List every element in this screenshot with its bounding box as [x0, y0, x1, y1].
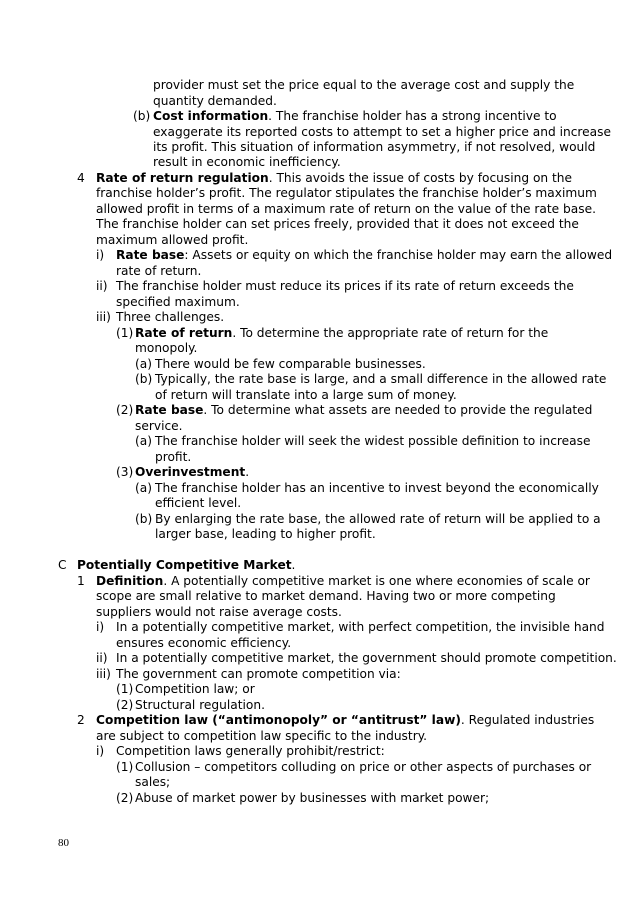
text-line: are subject to competition law specific to the industry. [96, 729, 428, 743]
text: . To determine what assets are needed to provide the regulated [203, 403, 593, 417]
list-marker: 2 [77, 713, 85, 727]
text-line: maximum allowed profit. [96, 233, 249, 247]
text-line: Competition law; or [135, 682, 255, 696]
text-line: result in economic inefficiency. [153, 155, 341, 169]
text-line: exaggerate its reported costs to attempt to set a higher price and increase [153, 125, 611, 139]
text-line: scope are small relative to market demand. Having two or more competing [96, 589, 556, 603]
text-line: Competition laws generally prohibit/restrict: [116, 744, 385, 758]
term: Competition law (“antimonopoly” or “antitrust” law) [96, 713, 461, 727]
list-item-overinvestment [135, 465, 249, 480]
text-line: efficient level. [155, 496, 242, 510]
text-line: Typically, the rate base is large, and a small difference in the allowed rate [155, 372, 607, 386]
text-line: Collusion – competitors colluding on price or other aspects of purchases or [135, 760, 592, 774]
text-line: rate of return. [116, 264, 202, 278]
text-line: The government can promote competition via: [116, 667, 401, 681]
text-line: sales; [135, 775, 171, 789]
text-line: Structural regulation. [135, 698, 265, 712]
list-marker: (2) [116, 791, 134, 805]
page-number: 80 [58, 837, 69, 849]
list-item-rate-base [116, 248, 612, 263]
text-line: The franchise holder can set prices freely, provided that it does not exceed the [96, 217, 579, 231]
text: . This avoids the issue of costs by focusing on the [268, 171, 573, 185]
text-line: There would be few comparable businesses. [155, 357, 426, 371]
list-marker: (3) [116, 465, 134, 479]
section-rate-of-return-regulation [96, 171, 572, 186]
term: Potentially Competitive Market [77, 558, 292, 572]
list-marker: (1) [116, 760, 134, 774]
text: . A potentially competitive market is one where economies of scale or [163, 574, 590, 588]
text-line: Three challenges. [116, 310, 225, 324]
list-marker: iii) [96, 310, 111, 324]
text-line: Abuse of market power by businesses with market power; [135, 791, 490, 805]
term: Overinvestment [135, 465, 246, 479]
section-marker: C [58, 558, 67, 572]
text-line: In a potentially competitive market, with perfect competition, the invisible hand [116, 620, 605, 634]
text-line: suppliers would not raise average costs. [96, 605, 342, 619]
list-marker: (a) [135, 434, 152, 448]
term: Rate base [116, 248, 185, 262]
list-item-rate-base-challenge [135, 403, 592, 418]
text-line: The franchise holder must reduce its prices if its rate of return exceeds the [116, 279, 574, 293]
list-marker: i) [96, 744, 105, 758]
list-marker: iii) [96, 667, 111, 681]
text-line: of return will translate into a large sum of money. [155, 388, 457, 402]
text-line: provider must set the price equal to the average cost and supply the [153, 78, 575, 92]
list-marker: 4 [77, 171, 85, 185]
list-marker: (a) [135, 357, 152, 371]
list-marker: (b) [135, 512, 153, 526]
text-line: franchise holder’s profit. The regulator stipulates the franchise holder’s maximum [96, 186, 597, 200]
text-line: monopoly. [135, 341, 198, 355]
text-line: ensures economic efficiency. [116, 636, 292, 650]
text-line: The franchise holder will seek the widest possible definition to increase [155, 434, 591, 448]
text-line: In a potentially competitive market, the government should promote competition. [116, 651, 617, 665]
list-marker: 1 [77, 574, 85, 588]
list-marker: (b) [133, 109, 151, 123]
list-marker: ii) [96, 651, 108, 665]
list-marker: i) [96, 248, 105, 262]
term: Rate of return [135, 326, 233, 340]
text-line: By enlarging the rate base, the allowed rate of return will be applied to a [155, 512, 601, 526]
text: : Assets or equity on which the franchise holder may earn the allowed [184, 248, 613, 262]
text-line: larger base, leading to higher profit. [155, 527, 376, 541]
list-item-cost-information [153, 109, 557, 124]
list-marker: (b) [135, 372, 153, 386]
list-marker: (1) [116, 326, 134, 340]
term: Definition [96, 574, 164, 588]
text-line: profit. [155, 450, 192, 464]
text-line: The franchise holder has an incentive to invest beyond the economically [155, 481, 599, 495]
term: Rate of return regulation [96, 171, 269, 185]
text: . Regulated industries [460, 713, 595, 727]
list-marker: i) [96, 620, 105, 634]
list-marker: (1) [116, 682, 134, 696]
list-item-rate-of-return [135, 326, 548, 341]
text-line: its profit. This situation of information asymmetry, if not resolved, would [153, 140, 596, 154]
section-heading-potentially-competitive-market [77, 558, 295, 573]
list-item-definition [96, 574, 590, 589]
term: Rate base [135, 403, 204, 417]
list-marker: (2) [116, 698, 134, 712]
text-line: service. [135, 419, 183, 433]
text: . [245, 465, 250, 479]
list-marker: ii) [96, 279, 108, 293]
term: Cost information [153, 109, 269, 123]
list-marker: (2) [116, 403, 134, 417]
text: . [291, 558, 296, 572]
text: . The franchise holder has a strong incentive to [268, 109, 557, 123]
list-marker: (a) [135, 481, 152, 495]
list-item-competition-law [96, 713, 594, 728]
text-line: specified maximum. [116, 295, 240, 309]
text-line: quantity demanded. [153, 94, 277, 108]
text-line: allowed profit in terms of a maximum rate of return on the value of the rate base. [96, 202, 596, 216]
text: . To determine the appropriate rate of return for the [232, 326, 549, 340]
